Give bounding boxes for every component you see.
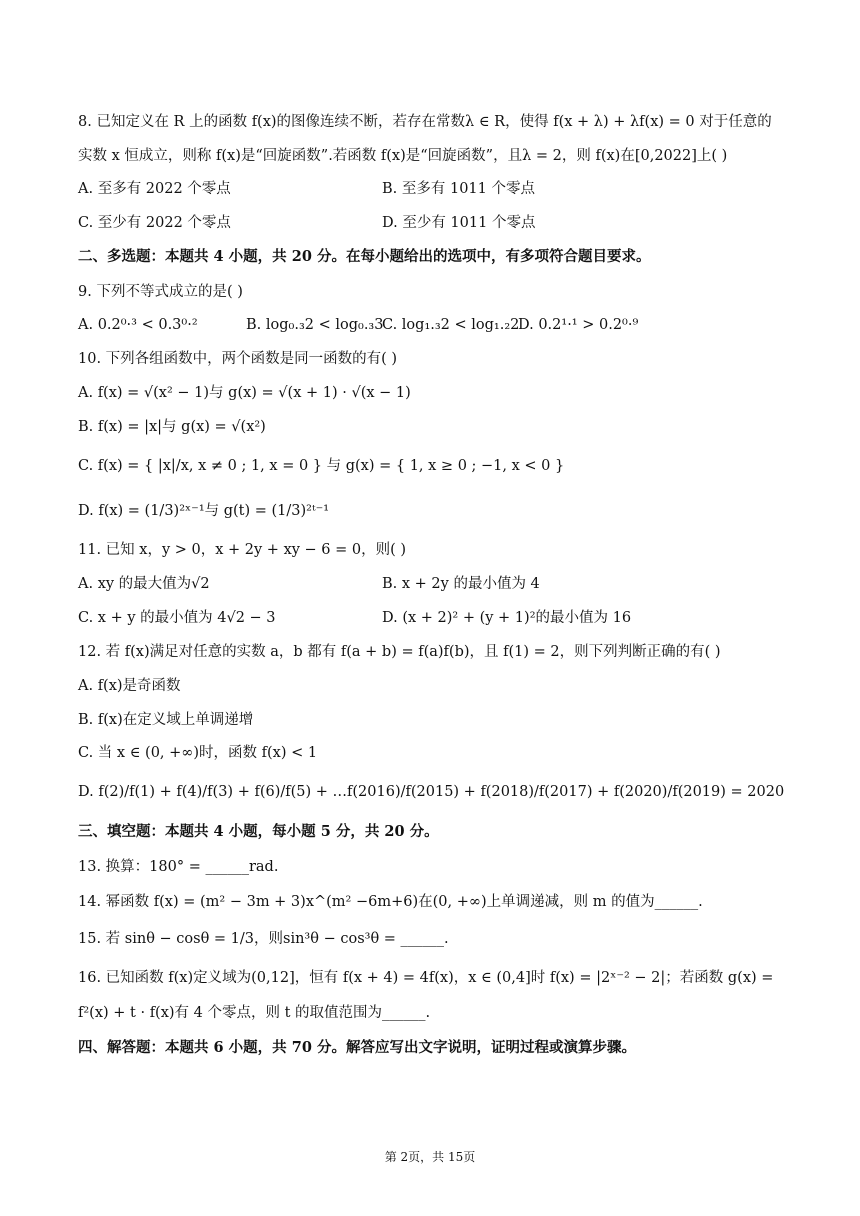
page-footer: 第 2页，共 15页 <box>384 1150 476 1164</box>
q9-option-c: C. log₁.₃2 < log₁.₂2 <box>382 317 520 333</box>
q11-option-b: B. x + 2y 的最小值为 4 <box>382 576 540 592</box>
q8-stem-line1: 8. 已知定义在 R 上的函数 f(x)的图像连续不断，若存在常数λ ∈ R，使得 f(x + λ) + λf(x) = 0 对于任意的 <box>78 114 772 130</box>
q11-option-a: A. xy 的最大值为√2 <box>78 576 210 592</box>
q12-option-c: C. 当 x ∈ (0, +∞)时，函数 f(x) < 1 <box>78 745 318 761</box>
q11-option-d: D. (x + 2)² + (y + 1)²的最小值为 16 <box>382 610 632 626</box>
q9-option-d: D. 0.2¹·¹ > 0.2⁰·⁹ <box>518 317 639 333</box>
q16-line2: f²(x) + t · f(x)有 4 个零点，则 t 的取值范围为______. <box>78 1005 431 1021</box>
q10-stem: 10. 下列各组函数中，两个函数是同一函数的有( ) <box>78 351 398 367</box>
q12-option-a: A. f(x)是奇函数 <box>78 678 181 694</box>
q8-option-a: A. 至多有 2022 个零点 <box>78 181 231 197</box>
q11-stem: 11. 已知 x，y > 0，x + 2y + xy − 6 = 0，则( ) <box>78 542 407 558</box>
q8-option-d: D. 至少有 1011 个零点 <box>382 215 536 231</box>
q9-stem: 9. 下列不等式成立的是( ) <box>78 284 243 300</box>
section-heading-fill-in: 三、填空题：本题共 4 小题，每小题 5 分，共 20 分。 <box>78 823 439 840</box>
q10-option-b: B. f(x) = |x|与 g(x) = √(x²) <box>78 419 266 435</box>
q10-option-c: C. f(x) = { |x|/x, x ≠ 0 ; 1, x = 0 } 与 g(x) = { 1, x ≥ 0 ; −1, x < 0 } <box>78 458 565 474</box>
section-heading-answers: 四、解答题：本题共 6 小题，共 70 分。解答应写出文字说明，证明过程或演算步骤。 <box>78 1039 636 1056</box>
q14: 14. 幂函数 f(x) = (m² − 3m + 3)x^(m² −6m+6)在(0, +∞)上单调递减，则 m 的值为______. <box>78 894 703 910</box>
q9-option-b: B. log₀.₃2 < log₀.₃3 <box>246 317 384 333</box>
section-heading-multiple-choice: 二、多选题：本题共 4 小题，共 20 分。在每小题给出的选项中，有多项符合题目要求。 <box>78 248 651 265</box>
q12-stem: 12. 若 f(x)满足对任意的实数 a，b 都有 f(a + b) = f(a)f(b)，且 f(1) = 2，则下列判断正确的有( ) <box>78 644 721 660</box>
q10-option-d: D. f(x) = (1/3)²ˣ⁻¹与 g(t) = (1/3)²ᵗ⁻¹ <box>78 503 330 519</box>
q10-option-a: A. f(x) = √(x² − 1)与 g(x) = √(x + 1) · √(x − 1) <box>78 385 411 401</box>
q12-option-d: D. f(2)/f(1) + f(4)/f(3) + f(6)/f(5) + …f(2016)/f(2015) + f(2018)/f(2017) + f(2020)/f(2019) = 2020 <box>78 784 785 800</box>
q15: 15. 若 sinθ − cosθ = 1/3，则sin³θ − cos³θ = ______. <box>78 931 449 947</box>
q11-option-c: C. x + y 的最小值为 4√2 − 3 <box>78 610 276 626</box>
q12-option-b: B. f(x)在定义域上单调递增 <box>78 712 254 728</box>
q9-option-a: A. 0.2⁰·³ < 0.3⁰·² <box>78 317 198 333</box>
q13: 13. 换算：180° = ______rad. <box>78 859 279 875</box>
q8-option-b: B. 至多有 1011 个零点 <box>382 181 535 197</box>
q8-stem-line2: 实数 x 恒成立，则称 f(x)是“回旋函数”.若函数 f(x)是“回旋函数”，且λ = 2，则 f(x)在[0,2022]上( ) <box>78 148 728 164</box>
q8-option-c: C. 至少有 2022 个零点 <box>78 215 231 231</box>
q16-line1: 16. 已知函数 f(x)定义域为(0,12]，恒有 f(x + 4) = 4f(x)，x ∈ (0,4]时 f(x) = |2ˣ⁻² − 2|；若函数 g(x) = <box>78 970 774 986</box>
